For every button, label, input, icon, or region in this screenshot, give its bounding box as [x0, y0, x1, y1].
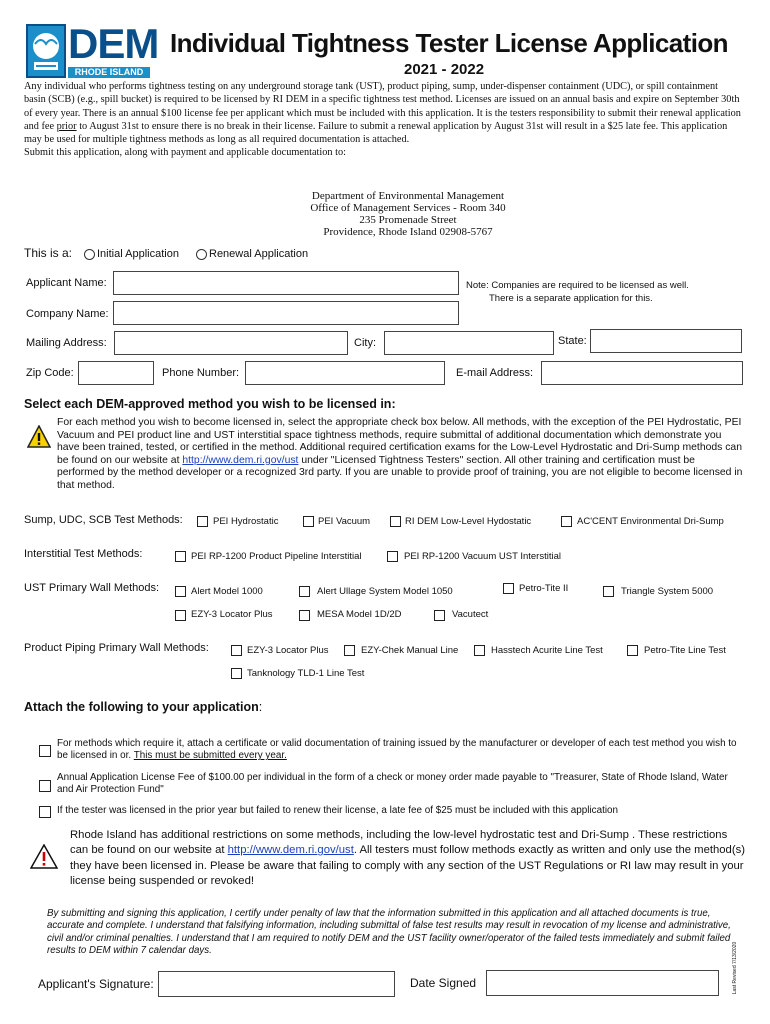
company-name-field[interactable] — [113, 301, 459, 325]
renewal-application-radio[interactable] — [196, 249, 207, 260]
mesa-1d2d-label: MESA Model 1D/2D — [317, 609, 402, 620]
submit-instructions: Submit this application, along with payment and applicable documentation to: — [24, 147, 346, 159]
ust-ezy3-locator-checkbox[interactable] — [175, 610, 186, 621]
alert-1000-label: Alert Model 1000 — [191, 586, 263, 597]
vacutect-checkbox[interactable] — [434, 610, 445, 621]
tanknology-tld1-label: Tanknology TLD-1 Line Test — [247, 668, 365, 679]
zip-code-field[interactable] — [78, 361, 154, 385]
methods-instructions: For each method you wish to become licensed in, select the appropriate check box below. All methods, with the exception of the PEI Hydrostatic, PEI Vacuum and PEI product line and UST interstitial space tightness methods, require submittal of additional documentation which demonstrate you have been trained, tested, or certified in the method. Additional required certification exams for the Low-Level Hydrostatic and Dri-Sump methods can be found on our website at http://www.dem.ri.gov/ust under "Licensed Tightness Testers" section. All other training and certification must be performed by the method developer or a recognized 3rd party. If you are unable to provide proof of training, you are not eligible to become licensed in that method. — [57, 417, 743, 491]
piping-ezy3-locator-checkbox[interactable] — [231, 645, 242, 656]
sump-methods-label: Sump, UDC, SCB Test Methods: — [24, 514, 183, 526]
attach-heading: Attach the following to your application: — [24, 700, 263, 714]
ezy-chek-checkbox[interactable] — [344, 645, 355, 656]
late-fee-text: If the tester was licensed in the prior year but failed to renew their license, a late fee of $25 must be included with this application — [57, 805, 618, 816]
initial-application-option[interactable]: Initial Application — [84, 248, 179, 260]
hasstech-acurite-checkbox[interactable] — [474, 645, 485, 656]
tanknology-tld1-checkbox[interactable] — [231, 668, 242, 679]
late-fee-checkbox[interactable] — [39, 806, 51, 818]
pei-hydrostatic-checkbox[interactable] — [197, 516, 208, 527]
rhode-island-logo-icon — [26, 24, 66, 78]
mesa-1d2d-checkbox[interactable] — [299, 610, 310, 621]
mailing-address-block: Department of Environmental Management Office of Management Services - Room 340 235 Promenade Street Providence, Rhode Island 02908-5767 — [310, 190, 506, 238]
company-note-line2: There is a separate application for this. — [489, 293, 653, 304]
piping-methods-label: Product Piping Primary Wall Methods: — [24, 642, 209, 654]
notice-warning-icon — [30, 844, 58, 870]
accent-dri-sump-checkbox[interactable] — [561, 516, 572, 527]
revision-date: Last Revised 7/13/2020 — [732, 941, 738, 995]
ust-website-link[interactable]: http://www.dem.ri.gov/ust — [182, 454, 299, 466]
pei-product-pipeline-checkbox[interactable] — [175, 551, 186, 562]
triangle-5000-label: Triangle System 5000 — [621, 586, 714, 597]
license-fee-text: Annual Application License Fee of $100.00 per individual in the form of a check or money order made payable to "Treasurer, State of Rhode Island, Water and Air Protection Fund" — [57, 772, 728, 796]
training-documentation-checkbox[interactable] — [39, 745, 51, 757]
petro-tite-line-label: Petro-Tite Line Test — [644, 645, 726, 656]
form-year: 2021 - 2022 — [404, 61, 485, 78]
initial-application-radio[interactable] — [84, 249, 95, 260]
pei-vacuum-ust-label: PEI RP-1200 Vacuum UST Interstitial — [404, 551, 561, 562]
zip-code-label: Zip Code: — [26, 367, 74, 379]
methods-heading: Select each DEM-approved method you wish to be licensed in: — [24, 397, 396, 411]
pei-vacuum-checkbox[interactable] — [303, 516, 314, 527]
logo-subtext: RHODE ISLAND — [68, 67, 150, 78]
intro-paragraph: Any individual who performs tightness testing on any underground storage tank (UST), product piping, sump, under-dispenser containment (UDC), or spill containment basin (SCB) (e.g., spill bucket) is required to be licensed by RI DEM in a specific tightness test method. Licenses are issued on an annual basis and expire on September 30th of every year. There is an annual $100 license fee per applicant which must be included with this application. It is the testers responsibility to submit their renewal application and fee prior to August 31st to ensure there is no break in their license. Failure to submit a renewal application by August 31st will result in a $25 late fee. This application may be used for multiple tightness methods as long as all required documentation is attached. Submit this application, along with payment and applicable documentation to: — [24, 81, 741, 159]
applicant-name-field[interactable] — [113, 271, 459, 295]
certification-statement: By submitting and signing this application, I certify under penalty of law that the information submitted in this application and all attached documents is true, accurate and complete. I understand that falsifying information, including submittal of false test results may result in revocation of my license and administrative, civil and/or criminal penalties. I understand that I am required to notify DEM and the UST facility owner/operator of the failed tests immediately and submit failed results to DEM within 7 calendar days. — [47, 908, 731, 956]
pei-vacuum-label: PEI Vacuum — [318, 516, 371, 527]
renewal-application-option[interactable]: Renewal Application — [196, 248, 308, 260]
city-field[interactable] — [384, 331, 554, 355]
company-name-label: Company Name: — [26, 308, 109, 320]
warning-icon — [27, 425, 51, 449]
pei-product-pipeline-label: PEI RP-1200 Product Pipeline Interstitial — [191, 551, 362, 562]
pei-hydrostatic-label: PEI Hydrostatic — [213, 516, 279, 527]
logo-text: DEM — [68, 20, 159, 67]
city-label: City: — [354, 337, 376, 349]
vacutect-label: Vacutect — [452, 609, 489, 620]
restrictions-link[interactable]: http://www.dem.ri.gov/ust — [227, 844, 354, 857]
page-title: Individual Tightness Tester License Application — [170, 28, 728, 58]
phone-number-field[interactable] — [245, 361, 445, 385]
training-documentation-text: For methods which require it, attach a certificate or valid documentation of training issued by the manufacturer or developer of each test method you wish to be licensed in or. This must be submitted every year. — [57, 738, 737, 762]
restrictions-notice: Rhode Island has additional restrictions on some methods, including the low-level hydrostatic test and Dri-Sump . These restrictions can be found on our website at http://www.dem.ri.gov/ust. All testers must follow methods exactly as written and only use the method(s) they have been licensed in. Please be aware that failing to comply with any section of the UST Regulations or RI law may result in your license being suspended or revoked! — [70, 829, 746, 887]
hasstech-acurite-label: Hasstech Acurite Line Test — [491, 645, 603, 656]
petro-tite-line-checkbox[interactable] — [627, 645, 638, 656]
ezy-chek-label: EZY-Chek Manual Line — [361, 645, 459, 656]
petro-tite-ii-checkbox[interactable] — [503, 583, 514, 594]
signature-field[interactable] — [158, 971, 395, 997]
date-signed-field[interactable] — [486, 970, 719, 996]
date-signed-label: Date Signed — [410, 976, 477, 990]
signature-label: Applicant's Signature: — [38, 977, 154, 991]
triangle-5000-checkbox[interactable] — [603, 586, 614, 597]
dem-logo — [26, 20, 159, 78]
pei-vacuum-ust-checkbox[interactable] — [387, 551, 398, 562]
license-fee-checkbox[interactable] — [39, 780, 51, 792]
accent-dri-sump-label: AC'CENT Environmental Dri-Sump — [577, 516, 724, 527]
ust-methods-label: UST Primary Wall Methods: — [24, 582, 160, 594]
alert-ullage-1050-checkbox[interactable] — [299, 586, 310, 597]
applicant-name-label: Applicant Name: — [26, 277, 107, 289]
petro-tite-ii-label: Petro-Tite II — [519, 583, 569, 594]
email-address-label: E-mail Address: — [456, 367, 534, 379]
state-field[interactable] — [590, 329, 742, 353]
alert-1000-checkbox[interactable] — [175, 586, 186, 597]
ridem-low-level-label: RI DEM Low-Level Hydostatic — [405, 516, 532, 527]
phone-number-label: Phone Number: — [162, 367, 240, 379]
alert-ullage-1050-label: Alert Ullage System Model 1050 — [317, 586, 453, 597]
piping-ezy3-locator-label: EZY-3 Locator Plus — [247, 645, 329, 656]
interstitial-methods-label: Interstitial Test Methods: — [24, 548, 143, 560]
mailing-address-label: Mailing Address: — [26, 337, 107, 349]
mailing-address-field[interactable] — [114, 331, 348, 355]
ridem-low-level-checkbox[interactable] — [390, 516, 401, 527]
company-note-line1: Note: Companies are required to be licensed as well. — [466, 280, 689, 291]
email-address-field[interactable] — [541, 361, 743, 385]
ust-ezy3-locator-label: EZY-3 Locator Plus — [191, 609, 273, 620]
state-label: State: — [558, 335, 587, 347]
this-is-a-label: This is a: — [24, 246, 73, 260]
